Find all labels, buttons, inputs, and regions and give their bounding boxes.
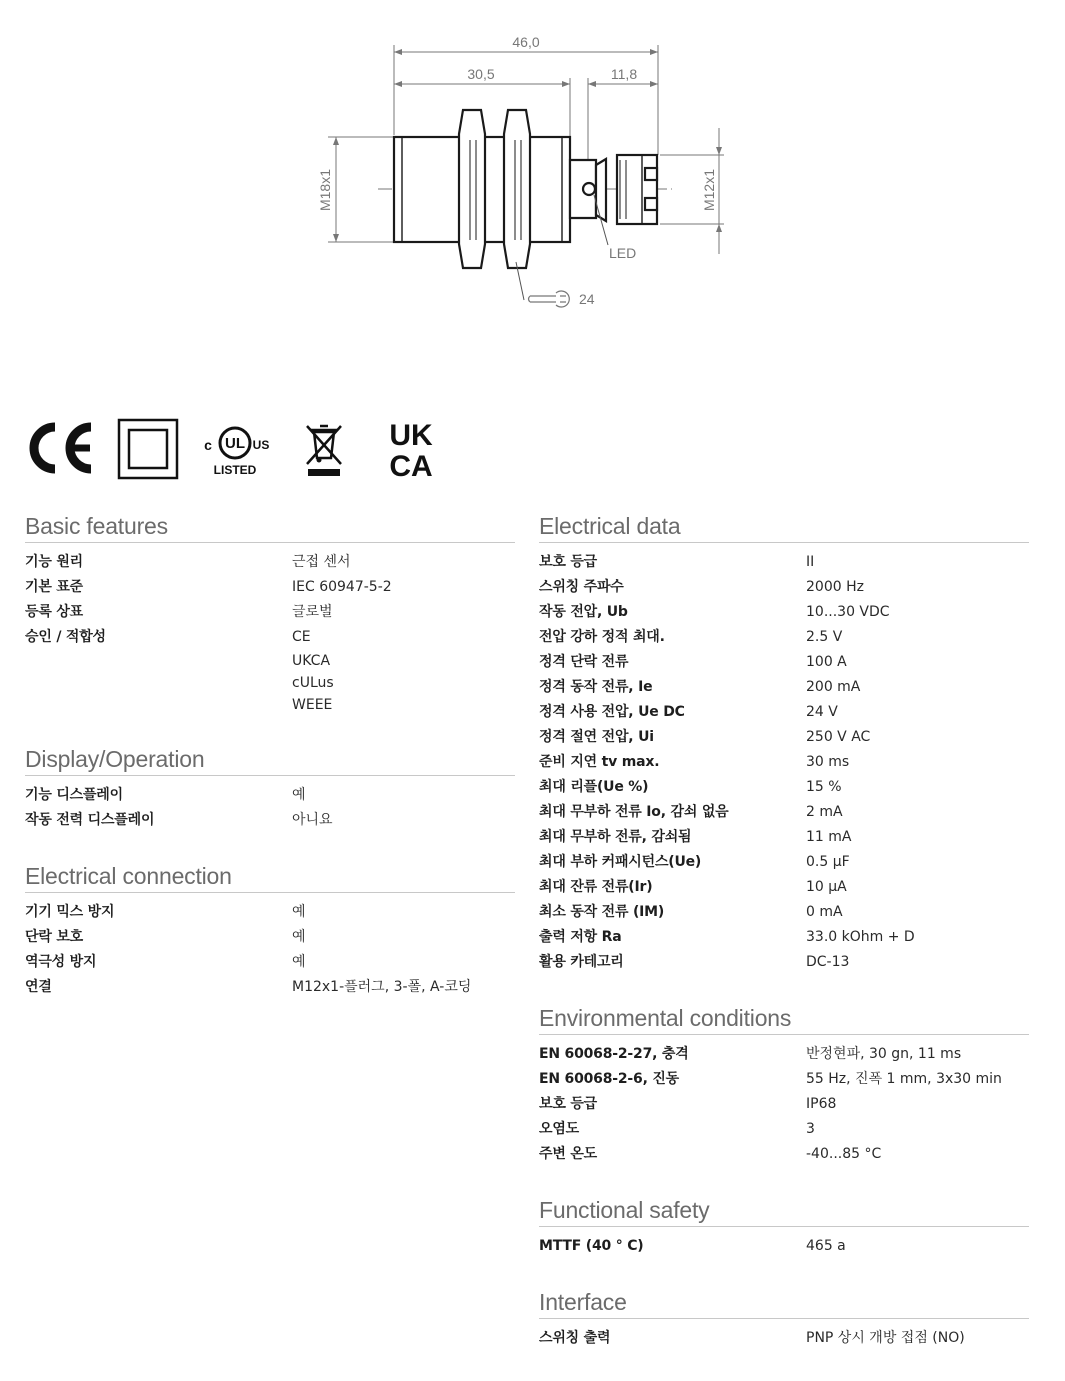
section-title: Interface xyxy=(539,1289,1029,1319)
spec-value xyxy=(806,1326,1029,1351)
spec-key: 정격 절연 전압, Ui xyxy=(539,729,654,745)
spec-value-line: 0.5 µF xyxy=(806,854,850,870)
spec-value xyxy=(292,925,515,950)
spec-value-line: 반정현파, 30 gn, 11 ms xyxy=(806,1046,962,1062)
spec-value xyxy=(292,950,515,975)
spec-value xyxy=(292,625,515,716)
section-display-operation xyxy=(25,746,515,833)
spec-key: 활용 카테고리 xyxy=(539,954,624,970)
spec-key: 스위칭 출력 xyxy=(539,1330,611,1346)
spec-value xyxy=(806,725,1029,750)
spec-value-line: cULus xyxy=(292,675,334,691)
spec-value-line: PNP 상시 개방 접점 (NO) xyxy=(806,1330,965,1346)
culus-us-text: US xyxy=(252,438,270,452)
spec-value xyxy=(806,675,1029,700)
dim-body-label: 30,5 xyxy=(467,66,495,82)
spec-row xyxy=(539,625,1029,650)
spec-value xyxy=(292,900,515,925)
section-title: Basic features xyxy=(25,513,515,543)
spec-key: 보호 등급 xyxy=(539,554,597,570)
weee-crossed-bin-icon xyxy=(302,418,346,480)
wrench-icon xyxy=(529,291,570,307)
thread-plug-label: M12x1 xyxy=(701,168,717,212)
spec-key: MTTF (40 ° C) xyxy=(539,1238,644,1254)
spec-value xyxy=(292,600,515,625)
spec-value-line: 200 mA xyxy=(806,679,861,695)
spec-key: 주변 온도 xyxy=(539,1146,597,1162)
spec-value-line: CE xyxy=(292,629,311,645)
spec-row xyxy=(539,1326,1029,1351)
spec-key: 최대 리플(Ue %) xyxy=(539,779,649,795)
spec-row xyxy=(539,925,1029,950)
spec-value-line: IEC 60947-5-2 xyxy=(292,579,392,595)
section-electrical-connection xyxy=(25,863,515,1000)
spec-row xyxy=(25,575,515,600)
spec-row xyxy=(539,1117,1029,1142)
spec-row xyxy=(539,825,1029,850)
left-column xyxy=(25,513,515,1030)
spec-value-line: M12x1-플러그, 3-폴, A-코딩 xyxy=(292,979,472,995)
spec-value-line: II xyxy=(806,554,815,570)
spec-value xyxy=(806,650,1029,675)
spec-value xyxy=(806,900,1029,925)
spec-value-line: 아니요 xyxy=(292,812,333,828)
spec-value xyxy=(292,783,515,808)
spec-key: 작동 전력 디스플레이 xyxy=(25,812,155,828)
spec-value-line: 250 V AC xyxy=(806,729,871,745)
spec-key: 보호 등급 xyxy=(539,1096,597,1112)
spec-row xyxy=(25,950,515,975)
spec-value xyxy=(806,850,1029,875)
spec-value-line: 10 µA xyxy=(806,879,847,895)
spec-key: 기본 표준 xyxy=(25,579,83,595)
spec-value-line: 3 xyxy=(806,1121,815,1137)
spec-key: 최대 무부하 전류 Io, 감쇠 없음 xyxy=(539,804,729,820)
ukca-top-text: UK xyxy=(389,419,433,452)
spec-value-line: 55 Hz, 진폭 1 mm, 3x30 min xyxy=(806,1071,1002,1087)
ce-mark-icon xyxy=(24,418,96,480)
section-title: Display/Operation xyxy=(25,746,515,776)
spec-value-line: 예 xyxy=(292,787,306,803)
spec-value xyxy=(806,875,1029,900)
spec-value-line: 11 mA xyxy=(806,829,852,845)
spec-value-line: 예 xyxy=(292,904,306,920)
thread-main-label: M18x1 xyxy=(317,168,333,212)
spec-value-line: 100 A xyxy=(806,654,847,670)
spec-value xyxy=(806,575,1029,600)
spec-row xyxy=(539,750,1029,775)
dimension-drawing xyxy=(300,28,740,328)
section-title: Electrical data xyxy=(539,513,1029,543)
spec-key: 기능 원리 xyxy=(25,554,83,570)
right-column xyxy=(539,513,1029,1381)
spec-key: 출력 저항 Ra xyxy=(539,929,622,945)
spec-value xyxy=(806,1142,1029,1167)
spec-key: 최소 동작 전류 (IM) xyxy=(539,904,665,920)
spec-row xyxy=(539,1067,1029,1092)
section-title: Functional safety xyxy=(539,1197,1029,1227)
spec-value-line: UKCA xyxy=(292,653,331,669)
section-electrical-data xyxy=(539,513,1029,975)
spec-row xyxy=(539,1092,1029,1117)
spec-key: 오염도 xyxy=(539,1121,579,1137)
spec-row xyxy=(25,808,515,833)
spec-value-line: 15 % xyxy=(806,779,842,795)
spec-key: 기기 믹스 방지 xyxy=(25,904,115,920)
spec-key: 스위칭 주파수 xyxy=(539,579,624,595)
spec-row xyxy=(539,700,1029,725)
spec-key: 단락 보호 xyxy=(25,929,83,945)
section-functional-safety xyxy=(539,1197,1029,1259)
spec-value xyxy=(806,1117,1029,1142)
spec-row xyxy=(539,725,1029,750)
spec-value-line: 글로벌 xyxy=(292,604,333,620)
culus-listed-text: LISTED xyxy=(213,463,257,477)
spec-value-line: 예 xyxy=(292,954,306,970)
spec-key: 기능 디스플레이 xyxy=(25,787,123,803)
spec-key: 역극성 방지 xyxy=(25,954,97,970)
spec-value xyxy=(292,808,515,833)
spec-row xyxy=(539,850,1029,875)
spec-value xyxy=(806,550,1029,575)
spec-key: 최대 부하 커패시턴스(Ue) xyxy=(539,854,702,870)
spec-value-line: 2 mA xyxy=(806,804,843,820)
wrench-size-label: 24 xyxy=(579,291,595,307)
spec-value-line: WEEE xyxy=(292,697,333,713)
spec-value xyxy=(292,975,515,1000)
spec-value-line: IP68 xyxy=(806,1096,837,1112)
spec-value-line: 2000 Hz xyxy=(806,579,864,595)
spec-row xyxy=(539,575,1029,600)
spec-key: 최대 무부하 전류, 감쇠됨 xyxy=(539,829,692,845)
spec-row xyxy=(539,1042,1029,1067)
spec-value-line: 0 mA xyxy=(806,904,843,920)
dim-plug-label: 11,8 xyxy=(610,66,638,82)
spec-row xyxy=(539,1142,1029,1167)
spec-key: 연결 xyxy=(25,979,52,995)
spec-value xyxy=(806,1092,1029,1117)
spec-row xyxy=(25,925,515,950)
section-interface xyxy=(539,1289,1029,1351)
spec-row xyxy=(25,783,515,808)
spec-value xyxy=(806,800,1029,825)
spec-row xyxy=(539,775,1029,800)
spec-key: 전압 강하 정적 최대. xyxy=(539,629,665,645)
spec-value xyxy=(806,1067,1029,1092)
spec-key: EN 60068-2-6, 진동 xyxy=(539,1071,680,1087)
spec-key: 정격 단락 전류 xyxy=(539,654,629,670)
spec-value-line: 24 V xyxy=(806,704,838,720)
spec-key: 작동 전압, Ub xyxy=(539,604,628,620)
spec-key: 승인 / 적합성 xyxy=(25,629,106,645)
culus-c-text: c xyxy=(204,437,212,453)
spec-row xyxy=(539,950,1029,975)
spec-row xyxy=(539,675,1029,700)
spec-key: 등록 상표 xyxy=(25,604,83,620)
spec-key: EN 60068-2-27, 충격 xyxy=(539,1046,689,1062)
spec-value-line: 근접 센서 xyxy=(292,554,351,570)
spec-value xyxy=(806,700,1029,725)
spec-value xyxy=(292,575,515,600)
spec-value xyxy=(806,950,1029,975)
spec-row xyxy=(25,550,515,575)
culus-ul-text: UL xyxy=(225,435,245,452)
led-label: LED xyxy=(609,245,637,261)
spec-row xyxy=(539,550,1029,575)
spec-row xyxy=(539,1234,1029,1259)
spec-value xyxy=(806,1042,1029,1067)
spec-value-line: 2.5 V xyxy=(806,629,843,645)
spec-row xyxy=(539,875,1029,900)
section-environmental-conditions xyxy=(539,1005,1029,1167)
spec-value xyxy=(806,825,1029,850)
spec-row xyxy=(539,900,1029,925)
dim-total-label: 46,0 xyxy=(512,34,540,50)
spec-row xyxy=(25,975,515,1000)
section-basic-features xyxy=(25,513,515,716)
spec-value xyxy=(806,925,1029,950)
spec-row xyxy=(25,600,515,625)
spec-row xyxy=(539,600,1029,625)
spec-value-line: 예 xyxy=(292,929,306,945)
spec-value xyxy=(806,600,1029,625)
spec-key: 정격 동작 전류, Ie xyxy=(539,679,653,695)
double-square-icon xyxy=(117,418,179,480)
spec-value-line: 33.0 kOhm + D xyxy=(806,929,915,945)
spec-value-line: 465 a xyxy=(806,1238,846,1254)
spec-value-line: 10...30 VDC xyxy=(806,604,890,620)
spec-row xyxy=(539,800,1029,825)
spec-value-line: -40...85 °C xyxy=(806,1146,882,1162)
spec-key: 준비 지연 tv max. xyxy=(539,754,660,770)
certification-marks xyxy=(24,418,454,480)
ukca-bottom-text: CA xyxy=(389,450,433,480)
spec-row xyxy=(539,650,1029,675)
spec-key: 정격 사용 전압, Ue DC xyxy=(539,704,685,720)
spec-row xyxy=(25,625,515,716)
spec-value xyxy=(806,1234,1029,1259)
spec-value xyxy=(806,775,1029,800)
section-title: Electrical connection xyxy=(25,863,515,893)
spec-row xyxy=(25,900,515,925)
ukca-mark-icon xyxy=(381,418,441,480)
spec-value xyxy=(292,550,515,575)
spec-value-line: 30 ms xyxy=(806,754,850,770)
culus-listed-icon xyxy=(200,418,274,480)
spec-key: 최대 잔류 전류(Ir) xyxy=(539,879,653,895)
spec-value xyxy=(806,625,1029,650)
spec-value xyxy=(806,750,1029,775)
section-title: Environmental conditions xyxy=(539,1005,1029,1035)
spec-value-line: DC-13 xyxy=(806,954,850,970)
